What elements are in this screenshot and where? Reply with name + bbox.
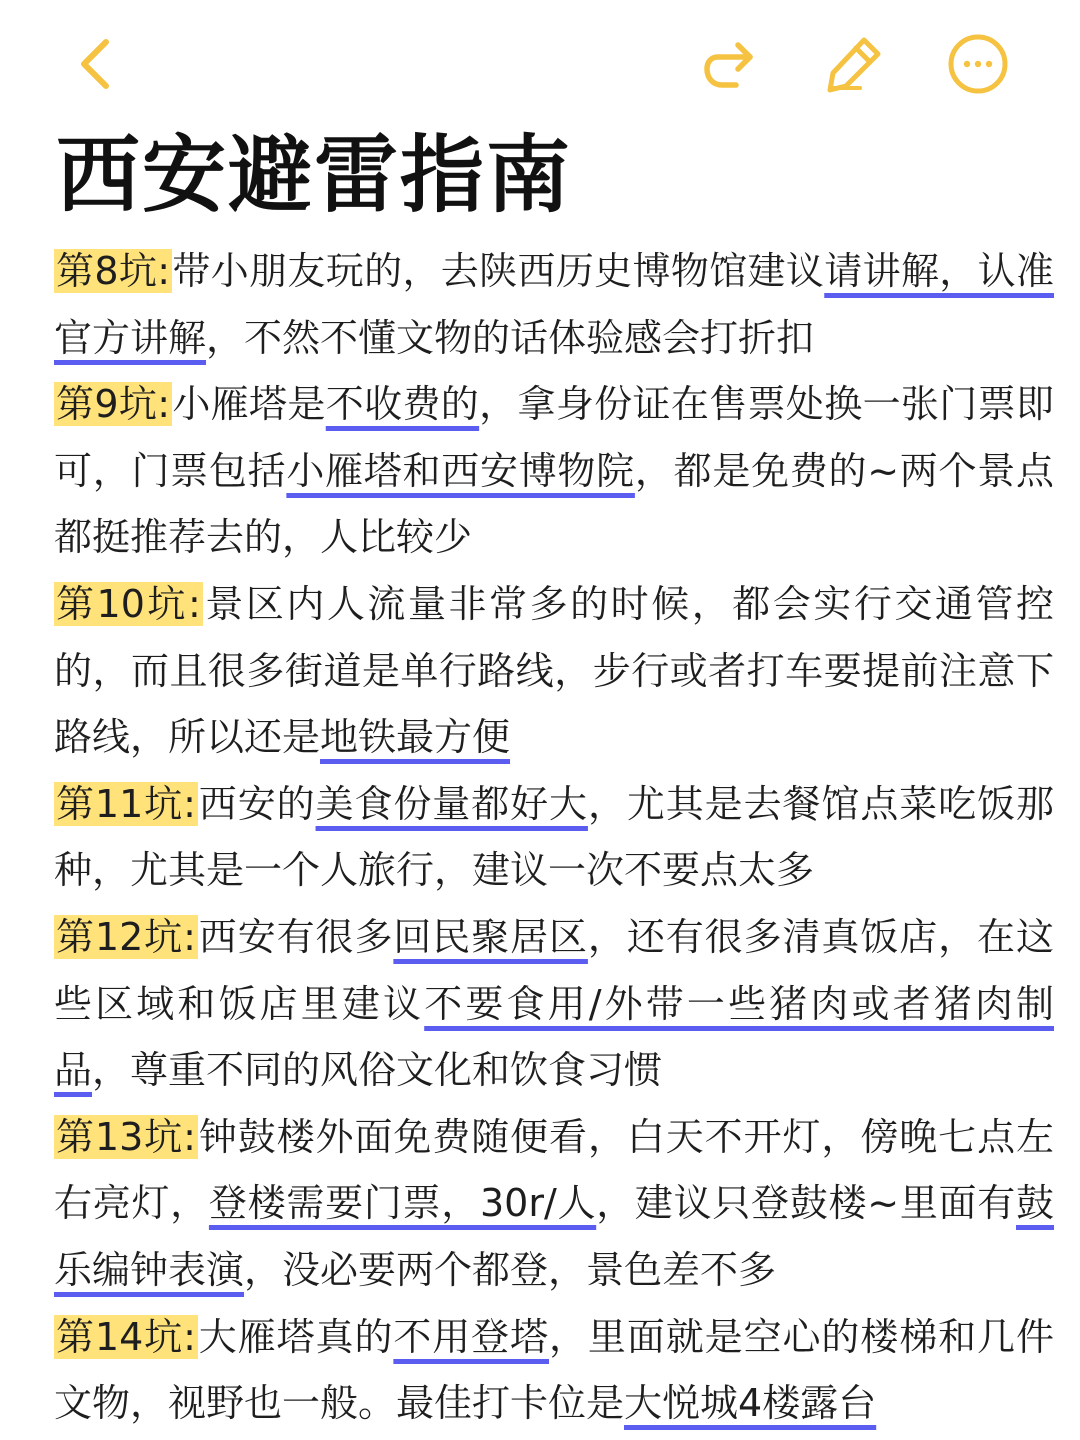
tip-underlined-text: 大悦城4楼露台 (624, 1381, 877, 1426)
tip-underlined-text: 请讲解，认准官方讲解 (54, 249, 1054, 360)
tip-text: ，尊重不同的风俗文化和饮食习惯 (92, 1048, 663, 1093)
pencil-icon[interactable] (820, 30, 888, 98)
tip-text: ，都是免费的~两个景点都挺推荐去的，人比较少 (54, 448, 1054, 560)
tip-underlined-text: 不用登塔 (393, 1314, 550, 1359)
chevron-left-icon[interactable] (62, 30, 130, 98)
tip-text: ，建议只登鼓楼~里面有 (596, 1181, 1016, 1226)
tip-text: ，里面就是空心的楼梯和几件文物，视野也一般。最佳打卡位是 (54, 1314, 1054, 1426)
tip-underlined-text: 不收费的 (325, 382, 480, 427)
page-title: 西安避雷指南 (56, 126, 573, 224)
tip-label: 第10坑: (56, 581, 201, 626)
tip-label: 第14坑: (56, 1314, 196, 1359)
tip-text: ，没必要两个都登，景色差不多 (244, 1247, 777, 1292)
tip-item-8 (54, 238, 1054, 371)
tip-text: 景区内人流量非常多的时候，都会实行交通管控的，而且很多街道是单行路线，步行或者打车要提前注意下路线，所以还是 (54, 581, 1054, 760)
tip-underlined-text: 小雁塔和西安博物院 (286, 448, 635, 493)
tip-item-9 (54, 371, 1054, 571)
tip-item-13 (54, 1104, 1054, 1304)
tip-text: 钟鼓楼外面免费随便看，白天不开灯，傍晚七点左右亮灯， (54, 1114, 1054, 1226)
tip-underlined-text: 回民聚居区 (393, 914, 588, 959)
more-circle-icon[interactable] (944, 30, 1012, 98)
tip-label: 第11坑: (56, 781, 196, 826)
tips-list (54, 238, 1054, 1437)
redo-arrow-icon[interactable] (698, 30, 766, 98)
tip-underlined-text: 地铁最方便 (320, 715, 511, 760)
tip-item-14 (54, 1304, 1054, 1437)
tip-underlined-text: 美食份量都好大 (315, 781, 588, 826)
tip-text: 小雁塔是 (172, 382, 326, 427)
tip-label: 第13坑: (56, 1114, 196, 1159)
tip-underlined-text: 登楼需要门票，30r/人 (208, 1181, 597, 1226)
tip-underlined-text: 鼓乐编钟表演 (54, 1181, 1055, 1292)
tip-label: 第8坑: (56, 249, 171, 293)
tip-text: ，尤其是去餐馆点菜吃饭那种，尤其是一个人旅行，建议一次不要点太多 (54, 781, 1054, 893)
tip-label: 第12坑: (56, 914, 196, 959)
tip-text: ，拿身份证在售票处换一张门票即可，门票包括 (54, 382, 1054, 493)
top-toolbar (0, 0, 1080, 130)
tip-item-11 (54, 771, 1054, 904)
tip-text: 大雁塔真的 (197, 1314, 394, 1359)
tip-underlined-text: 不要食用/外带一些猪肉或者猪肉制品 (54, 981, 1054, 1093)
tip-item-12 (54, 904, 1054, 1104)
tip-text: 带小朋友玩的，去陕西历史博物馆建议 (172, 249, 825, 293)
tip-item-10 (54, 571, 1054, 771)
tip-text: ，还有很多清真饭店，在这些区域和饭店里建议 (54, 914, 1054, 1026)
tip-label: 第9坑: (56, 382, 171, 427)
tip-text: 西安的 (197, 781, 316, 826)
tip-text: 西安有很多 (197, 914, 394, 959)
tip-text: ，不然不懂文物的话体验感会打折扣 (206, 315, 815, 360)
